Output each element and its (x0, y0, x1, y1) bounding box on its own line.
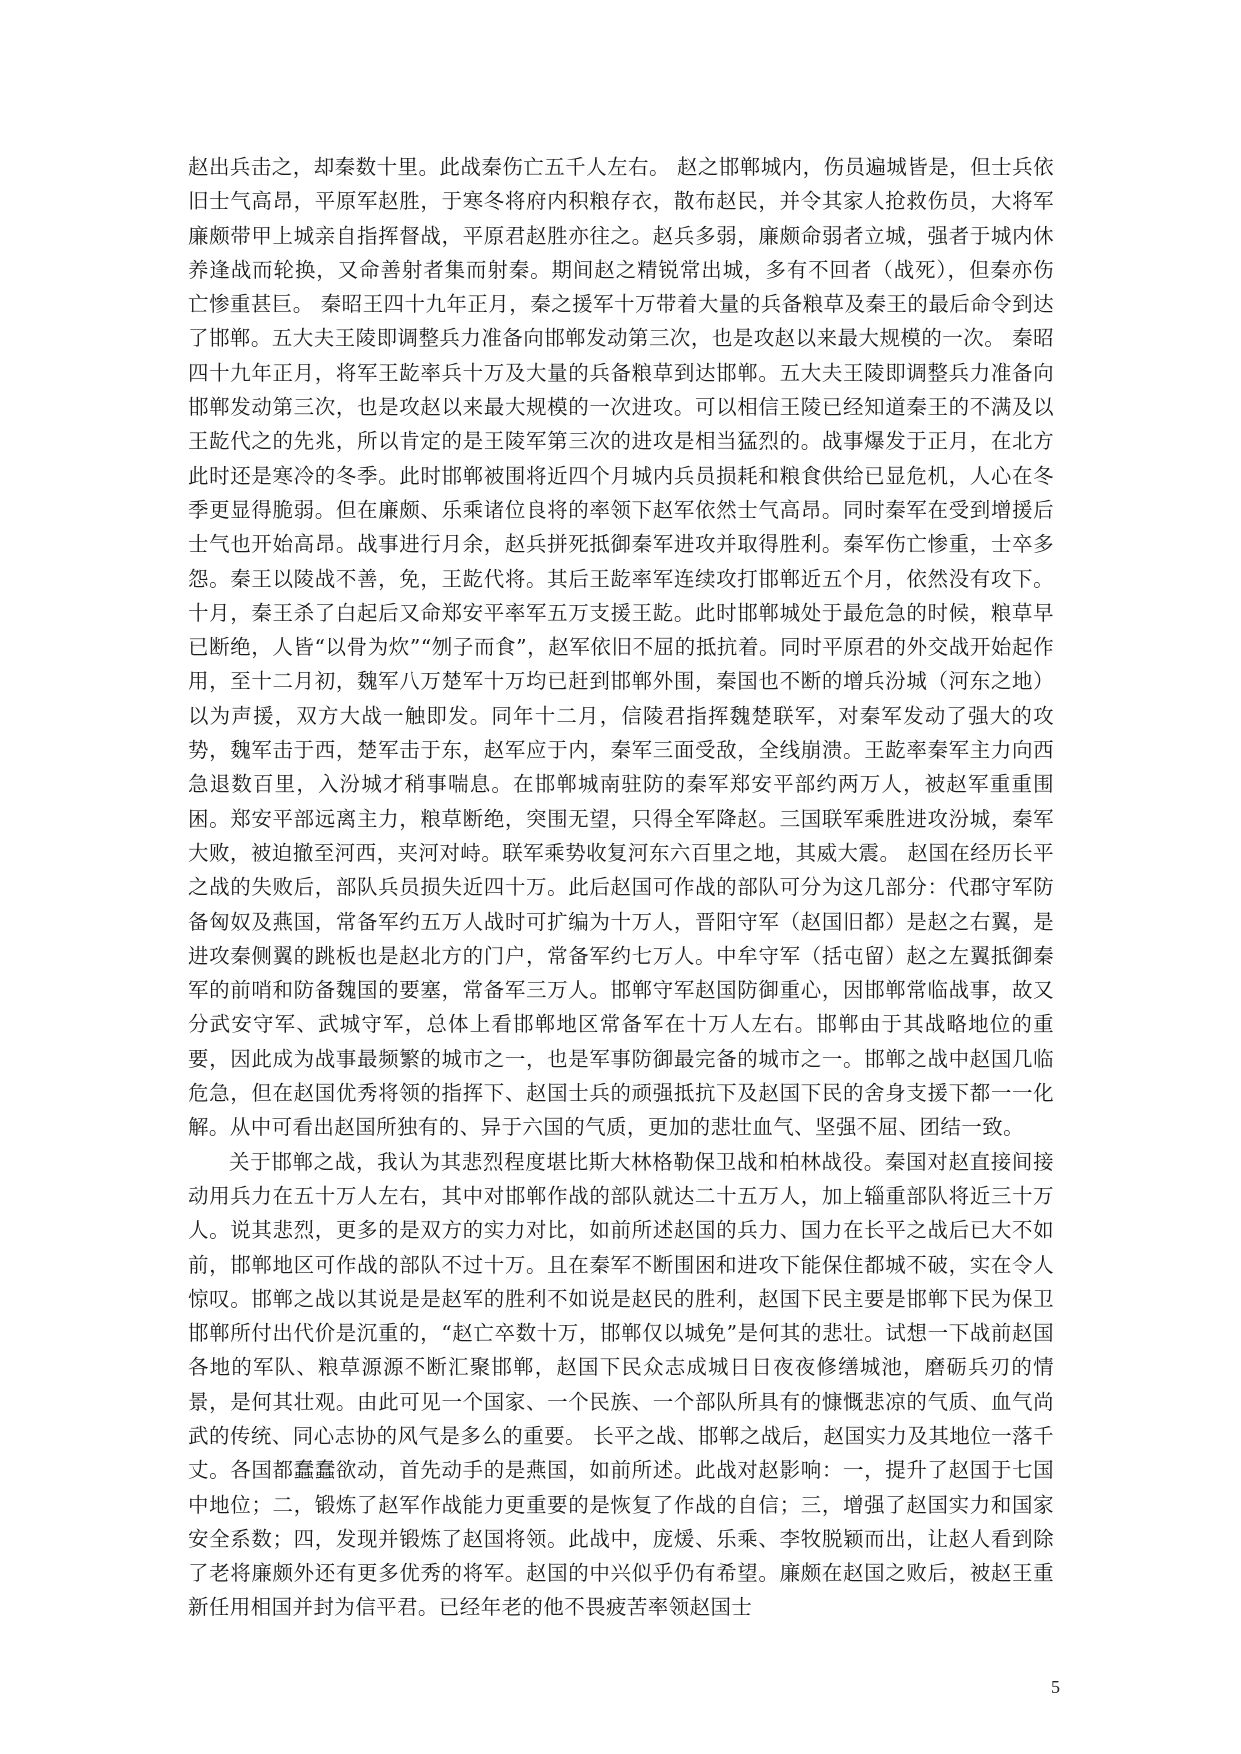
paragraph-1: 赵出兵击之，却秦数十里。此战秦伤亡五千人左右。 赵之邯郸城内，伤员遍城皆是，但士兵依旧士气高昂，平原军赵胜，于寒冬将府内积粮存衣，散布赵民，并令其家人抢救伤员，大将军廉颇带甲上城亲自指挥督战，平原君赵胜亦往之。赵兵多弱，廉颇命弱者立城，强者于城内休养逢战而轮换，又命善射者集而射秦。期间赵之精锐常出城，多有不回者（战死），但秦亦伤亡惨重甚巨。 秦昭王四十九年正月，秦之援军十万带着大量的兵备粮草及秦王的最后命令到达了邯郸。五大夫王陵即调整兵力准备向邯郸发动第三次，也是攻赵以来最大规模的一次。 秦昭四十九年正月，将军王龁率兵十万及大量的兵备粮草到达邯郸。五大夫王陵即调整兵力准备向邯郸发动第三次，也是攻赵以来最大规模的一次进攻。可以相信王陵已经知道秦王的不满及以王龁代之的先兆，所以肯定的是王陵军第三次的进攻是相当猛烈的。战事爆发于正月，在北方此时还是寒冷的冬季。此时邯郸被围将近四个月城内兵员损耗和粮食供给已显危机，人心在冬季更显得脆弱。但在廉颇、乐乘诸位良将的率领下赵军依然士气高昂。同时秦军在受到增援后士气也开始高昂。战事进行月余，赵兵拼死抵御秦军进攻并取得胜利。秦军伤亡惨重，士卒多怨。秦王以陵战不善，免，王龁代将。其后王龁率军连续攻打邯郸近五个月，依然没有攻下。十月，秦王杀了白起后又命郑安平率军五万支援王龁。此时邯郸城处于最危急的时候，粮草早已断绝，人皆“以骨为炊”“刎子而食”，赵军依旧不屈的抵抗着。同时平原君的外交战开始起作用，至十二月初，魏军八万楚军十万均已赶到邯郸外围，秦国也不断的增兵汾城（河东之地）以为声援，双方大战一触即发。同年十二月，信陵君指挥魏楚联军，对秦军发动了强大的攻势，魏军击于西，楚军击于东，赵军应于内，秦军三面受敌，全线崩溃。王龁率秦军主力向西急退数百里，入汾城才稍事喘息。在邯郸城南驻防的秦军郑安平部约两万人，被赵军重重围困。郑安平部远离主力，粮草断绝，突围无望，只得全军降赵。三国联军乘胜进攻汾城，秦军大败，被迫撤至河西，夹河对峙。联军乘势收复河东六百里之地，其威大震。 赵国在经历长平之战的失败后，部队兵员损失近四十万。此后赵国可作战的部队可分为这几部分：代郡守军防备匈奴及燕国，常备军约五万人战时可扩编为十万人，晋阳守军（赵国旧都）是赵之右翼，是进攻秦侧翼的跳板也是赵北方的门户，常备军约七万人。中牟守军（括屯留）赵之左翼抵御秦军的前哨和防备魏国的要塞，常备军三万人。邯郸守军赵国防御重心，因邯郸常临战事，故又分武安守军、武城守军，总体上看邯郸地区常备军在十万人左右。邯郸由于其战略地位的重要，因此成为战事最频繁的城市之一，也是军事防御最完备的城市之一。邯郸之战中赵国几临危急，但在赵国优秀将领的指挥下、赵国士兵的顽强抵抗下及赵国下民的舍身支援下都一一化解。从中可看出赵国所独有的、异于六国的气质，更加的悲壮血气、坚强不屈、团结一致。 (188, 155, 1054, 1140)
body-text (188, 150, 1054, 1625)
page-number: 5 (1051, 1677, 1060, 1697)
paragraph-2: 关于邯郸之战，我认为其悲烈程度堪比斯大林格勒保卫战和柏林战役。秦国对赵直接间接动用兵力在五十万人左右，其中对邯郸作战的部队就达二十五万人，加上辎重部队将近三十万人。说其悲烈，更多的是双方的实力对比，如前所述赵国的兵力、国力在长平之战后已大不如前，邯郸地区可作战的部队不过十万。且在秦军不断围困和进攻下能保住都城不破，实在令人惊叹。邯郸之战以其说是是赵军的胜利不如说是赵民的胜利，赵国下民主要是邯郸下民为保卫邯郸所付出代价是沉重的，“赵亡卒数十万，邯郸仅以城免”是何其的悲壮。试想一下战前赵国各地的军队、粮草源源不断汇聚邯郸，赵国下民众志成城日日夜夜修缮城池，磨砺兵刃的情景，是何其壮观。由此可见一个国家、一个民族、一个部队所具有的慷慨悲凉的气质、血气尚武的传统、同心志协的风气是多么的重要。 长平之战、邯郸之战后，赵国实力及其地位一落千丈。各国都蠢蠢欲动，首先动手的是燕国，如前所述。此战对赵影响：一，提升了赵国于七国中地位；二，锻炼了赵军作战能力更重要的是恢复了作战的自信；三，增强了赵国实力和国家安全系数；四，发现并锻炼了赵国将领。此战中，庞煖、乐乘、李牧脱颖而出，让赵人看到除了老将廉颇外还有更多优秀的将军。赵国的中兴似乎仍有希望。廉颇在赵国之败后，被赵王重新任用相国并封为信平君。已经年老的他不畏疲苦率领赵国士 (188, 1149, 1054, 1620)
